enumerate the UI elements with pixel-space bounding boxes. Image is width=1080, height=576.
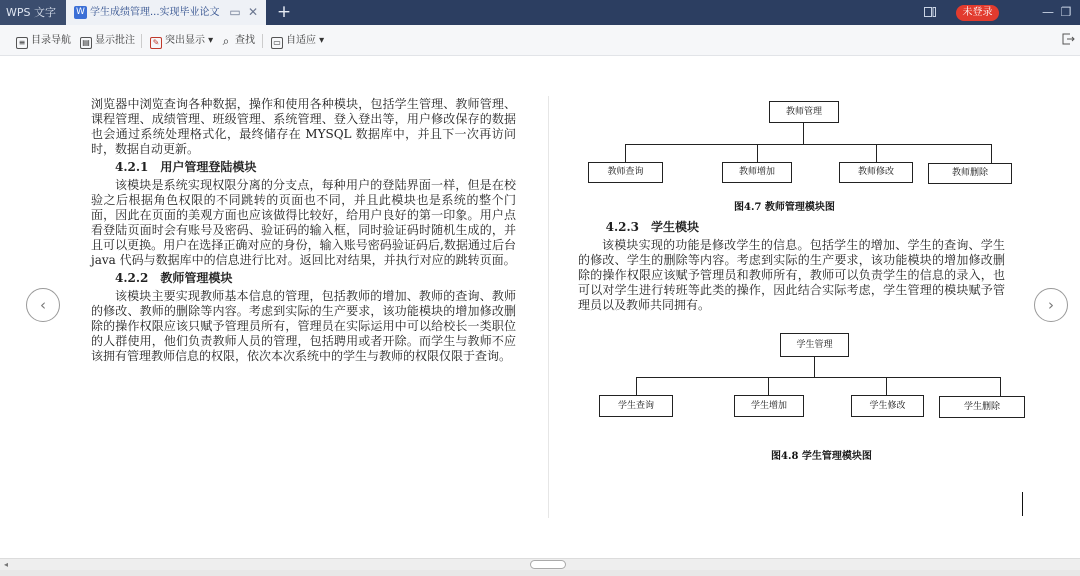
search-icon: ⌕ [222,34,230,48]
fit-page-icon: ▭ [271,37,283,49]
diagram-node-student-query: 学生查询 [599,395,673,417]
restore-button[interactable]: ❐ [1060,5,1072,19]
fit-page-label: 自适应 ▾ [286,35,325,46]
diagram-connector [876,144,877,162]
toc-label: 目录导航 [31,35,71,46]
diagram-node-teacher-edit: 教师修改 [839,162,913,183]
diagram-connector [636,377,1001,378]
section-heading-4-2-1: 4.2.1 用户管理登陆模块 [115,160,257,174]
diagram-connector [991,144,992,163]
diagram-node-teacher-query: 教师查询 [588,162,663,183]
highlight-label: 突出显示 ▾ [165,35,214,46]
diagram-node-student-edit: 学生修改 [851,395,924,417]
section-heading-4-2-3: 4.2.3 学生模块 [605,220,699,234]
diagram-connector [814,357,815,377]
new-tab-button[interactable]: + [276,2,292,22]
app-name: WPS 文字 [6,6,56,19]
find-button[interactable] [220,25,255,56]
section-4-2-1-body: 该模块是系统实现权限分离的分支点，每种用户的登陆界面一样，但是在校验之后根据角色权限的不同跳转的页面也不同，并且此模块也是系统的整个门面，因此在页面的美观方面也应该做得比较好，给用户良好的第一印象。用户点看登陆页面时会有账号及密码、验证码的输入框，同时验证码时随机生成的，并且可以更换。用户在选择正确对应的身份，输入账号密码验证码后,数据通过后台 java 代码与数据库中的信息进行比对。返回比对结果，并执行对应的跳转页面。 [91,178,516,267]
show-comments-button[interactable] [80,25,135,56]
comment-icon: ▤ [80,37,92,49]
pin-tab-icon[interactable]: ▭ [229,5,241,19]
wps-writer-icon: W [74,6,87,19]
section-4-2-2-body: 该模块主要实现教师基本信息的管理，包括教师的增加、教师的查询、教师的修改、教师的删除等内容。考虑到实际的生产要求，该功能模块的增加修改删除的操作权限应该只赋予管理员所有，管理员在实际运用中可以给校长一类职位的人群使用，他们负责教师人员的管理，包括聘用或者开除。而学生与教师不应该拥有管理教师信息的权限，依次本次系统中的学生与教师的权限仅限于查询。 [91,289,516,363]
diagram-connector [625,144,992,145]
scrollbar-thumb[interactable] [530,560,566,569]
diagram-connector [625,144,626,162]
previous-page-button[interactable]: ‹ [26,288,60,322]
diagram-connector [636,377,637,395]
figure-caption-4-8: 图4.8 学生管理模块图 [771,451,872,462]
diagram-root-teacher: 教师管理 [769,101,839,123]
app-tab-wps[interactable] [0,0,66,25]
highlight-icon: ✎ [150,37,162,49]
scroll-left-arrow-icon[interactable]: ◂ [4,560,9,569]
left-page [91,97,516,364]
figure-caption-4-7: 图4.7 教师管理模块图 [734,202,835,213]
login-button[interactable]: 未登录 [956,5,999,21]
minimize-button[interactable]: — [1042,5,1054,19]
document-tab-title: 学生成绩管理...实现毕业论文 [90,7,220,18]
diagram-node-student-add: 学生增加 [734,395,804,417]
diagram-connector [886,377,887,395]
diagram-connector [768,377,769,395]
section-4-2-3-body: 该模块实现的功能是修改学生的信息。包括学生的增加、学生的查询、学生的修改、学生的删除等内容。考虑到实际的生产要求，该功能模块的增加修改删除的操作权限应该赋予管理员和教师所有，教师可以负责学生的信息的录入，也可以对学生进行转班等此类的操作，因此结合实际考虑，学生管理的模块赋予管理员以及教师共同拥有。 [578,238,1005,312]
diagram-connector [757,144,758,162]
title-bar [0,0,1080,25]
horizontal-scrollbar[interactable] [0,558,1080,570]
diagram-node-teacher-delete: 教师删除 [928,163,1012,184]
toolbar-divider [262,34,263,48]
find-label: 查找 [235,35,255,46]
page-divider [548,96,549,518]
toolbar-divider [141,34,142,48]
reading-toolbar [0,25,1080,56]
text-cursor [1022,492,1023,516]
diagram-root-student: 学生管理 [780,333,849,357]
intro-paragraph: 浏览器中浏览查询各种数据，操作和使用各种模块，包括学生管理、教师管理、课程管理、成绩管理、班级管理、系统管理、登入登出等，用户修改保存的数据也会通过系统处理格式化，最终储存在 MYSQL 数据库中，并且下一次再访问时，数据自动更新。 [91,97,516,156]
diagram-connector [1000,377,1001,396]
diagram-node-teacher-add: 教师增加 [722,162,792,183]
comments-label: 显示批注 [95,35,135,46]
fit-page-button[interactable] [271,25,324,56]
highlight-button[interactable] [150,25,213,56]
diagram-connector [803,123,804,144]
diagram-node-student-delete: 学生删除 [939,396,1025,418]
right-page [578,217,1005,313]
toc-icon: ≡ [16,37,28,49]
exit-reading-icon[interactable] [1062,25,1075,56]
layout-toggle-icon[interactable] [922,0,938,25]
section-heading-4-2-2: 4.2.2 教师管理模块 [115,271,233,285]
toc-navigation-button[interactable] [16,25,71,56]
status-bar [0,570,1080,576]
next-page-button[interactable]: › [1034,288,1068,322]
close-tab-icon[interactable]: ✕ [247,5,259,19]
